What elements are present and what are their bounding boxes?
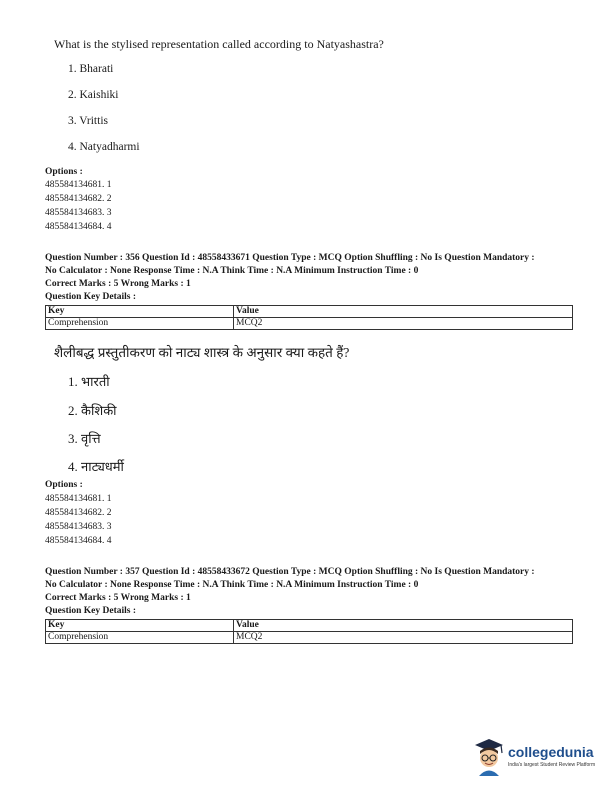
key-cell: Comprehension <box>46 632 234 644</box>
collegedunia-logo <box>472 736 602 776</box>
value-cell: MCQ2 <box>234 318 573 330</box>
key-header: Key <box>46 306 234 318</box>
choice-hindi-1: 1. भारती <box>68 374 110 389</box>
option-id-3: 485584134683. 3 <box>45 208 112 218</box>
value-header: Value <box>234 620 573 632</box>
brand-name: collegedunia <box>508 744 594 760</box>
key-details-label: Question Key Details : <box>45 606 137 616</box>
option-id-2: 485584134682. 2 <box>45 194 112 204</box>
choice-2: 2. Kaishiki <box>68 89 119 101</box>
choice-hindi-3: 3. वृत्ति <box>68 431 101 446</box>
question-meta-line2: No Calculator : None Response Time : N.A Think Time : N.A Minimum Instruction Time : 0 <box>45 580 419 590</box>
choice-hindi-2: 2. कैशिकी <box>68 403 117 418</box>
brand-tagline: India's largest Student Review Platform <box>508 762 596 768</box>
question-meta-line1: Question Number : 356 Question Id : 48558433671 Question Type : MCQ Option Shuffling : No Is Question Mandatory : <box>45 253 535 263</box>
key-details-label: Question Key Details : <box>45 292 137 302</box>
value-header: Value <box>234 306 573 318</box>
marks-line: Correct Marks : 5 Wrong Marks : 1 <box>45 279 191 289</box>
option-id-2: 485584134682. 2 <box>45 508 112 518</box>
options-label: Options : <box>45 480 83 490</box>
choice-4: 4. Natyadharmi <box>68 141 140 153</box>
question-meta-line1: Question Number : 357 Question Id : 48558433672 Question Type : MCQ Option Shuffling : No Is Question Mandatory : <box>45 567 535 577</box>
student-mascot-icon <box>472 736 506 776</box>
marks-line: Correct Marks : 5 Wrong Marks : 1 <box>45 593 191 603</box>
value-cell: MCQ2 <box>234 632 573 644</box>
option-id-1: 485584134681. 1 <box>45 180 112 190</box>
choice-hindi-4: 4. नाट्यधर्मी <box>68 459 124 474</box>
option-id-1: 485584134681. 1 <box>45 494 112 504</box>
option-id-4: 485584134684. 4 <box>45 222 112 232</box>
key-cell: Comprehension <box>46 318 234 330</box>
key-value-table <box>45 305 573 330</box>
key-header: Key <box>46 620 234 632</box>
question-text-hindi: शैलीबद्ध प्रस्तुतीकरण को नाट्य शास्त्र के अनुसार क्या कहते हैं? <box>54 345 350 360</box>
choice-1: 1. Bharati <box>68 63 114 75</box>
option-id-3: 485584134683. 3 <box>45 522 112 532</box>
options-label: Options : <box>45 167 83 177</box>
question-meta-line2: No Calculator : None Response Time : N.A Think Time : N.A Minimum Instruction Time : 0 <box>45 266 419 276</box>
key-value-table <box>45 619 573 644</box>
question-text-english: What is the stylised representation called according to Natyashastra? <box>54 37 384 51</box>
option-id-4: 485584134684. 4 <box>45 536 112 546</box>
choice-3: 3. Vrittis <box>68 115 108 127</box>
